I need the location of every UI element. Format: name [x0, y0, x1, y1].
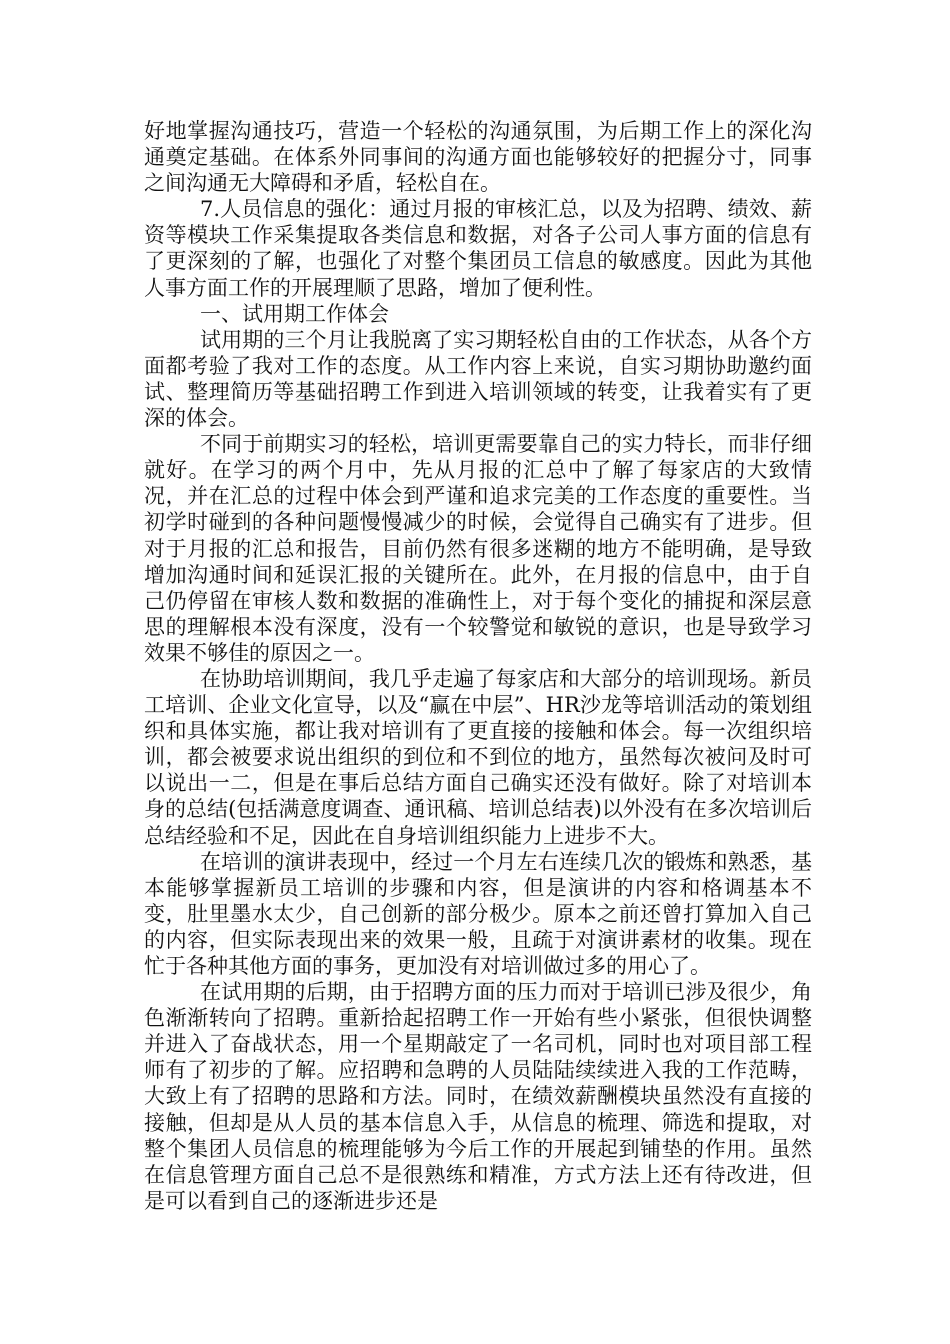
paragraph-communication-continued: 好地掌握沟通技巧，营造一个轻松的沟通氛围，为后期工作上的深化沟通奠定基础。在体系外同事间的沟通方面也能够较好的把握分寸，同事之间沟通无大障碍和矛盾，轻松自在。: [144, 119, 812, 196]
paragraph-training-speech: 在培训的演讲表现中，经过一个月左右连续几次的锻炼和熟悉，基本能够掌握新员工培训的步骤和内容，但是演讲的内容和格调基本不变，肚里墨水太少，自己创新的部分极少。原本之前还曾打算加入自己的内容，但实际表现出来的效果一般，且疏于对演讲素材的收集。现在忙于各种其他方面的事务，更加没有对培训做过多的用心了。: [144, 849, 812, 978]
paragraph-recruitment-shift: 在试用期的后期，由于招聘方面的压力而对于培训已涉及很少，角色渐渐转向了招聘。重新拾起招聘工作一开始有些小紧张，但很快调整并进入了奋战状态，用一个星期敲定了一名司机，同时也对项目部工程师有了初步的了解。应招聘和急聘的人员陆陆续续进入我的工作范畴，大致上有了招聘的思路和方法。同时，在绩效薪酬模块虽然没有直接的接触，但却是从人员的基本信息入手，从信息的梳理、筛选和提取，对整个集团人员信息的梳理能够为今后工作的开展起到铺垫的作用。虽然在信息管理方面自己总不是很熟练和精准，方式方法上还有待改进，但是可以看到自己的逐渐进步还是: [144, 980, 812, 1213]
paragraph-training-assist: 在协助培训期间，我几乎走遍了每家店和大部分的培训现场。新员工培训、企业文化宣导，以及“赢在中层”、HR沙龙等培训活动的策划组织和具体实施，都让我对培训有了更直接的接触和体会。每一次组织培训，都会被要求说出组织的到位和不到位的地方，虽然每次被问及时可以说出一二，但是在事后总结方面自己确实还没有做好。除了对培训本身的总结(包括满意度调查、通讯稿、培训总结表)以外没有在多次培训后总结经验和不足，因此在自身培训组织能力上进步不大。: [144, 666, 812, 848]
paragraph-info-strengthening: 7.人员信息的强化：通过月报的审核汇总，以及为招聘、绩效、薪资等模块工作采集提取各类信息和数据，对各子公司人事方面的信息有了更深刻的了解，也强化了对整个集团员工信息的敏感度。因此为其他人事方面工作的开展理顺了思路，增加了便利性。: [144, 197, 812, 300]
document-page: [144, 118, 812, 1214]
paragraph-training-learning: 不同于前期实习的轻松，培训更需要靠自己的实力特长，而非仔细就好。在学习的两个月中，先从月报的汇总中了解了每家店的大致情况，并在汇总的过程中体会到严谨和追求完美的工作态度的重要性。当初学时碰到的各种问题慢慢减少的时候，会觉得自己确实有了进步。但对于月报的汇总和报告，目前仍然有很多迷糊的地方不能明确，是导致增加沟通时间和延误汇报的关键所在。此外，在月报的信息中，由于自己仍停留在审核人数和数据的准确性上，对于每个变化的捕捉和深层意思的理解根本没有深度，没有一个较警觉和敏锐的意识，也是导致学习效果不够佳的原因之一。: [144, 432, 812, 665]
paragraph-probation-intro: 试用期的三个月让我脱离了实习期轻松自由的工作状态，从各个方面都考验了我对工作的态度。从工作内容上来说，自实习期协助邀约面试、整理简历等基础招聘工作到进入培训领域的转变，让我着实有了更深的体会。: [144, 327, 812, 431]
section-heading-probation: 一、试用期工作体会: [200, 301, 389, 326]
